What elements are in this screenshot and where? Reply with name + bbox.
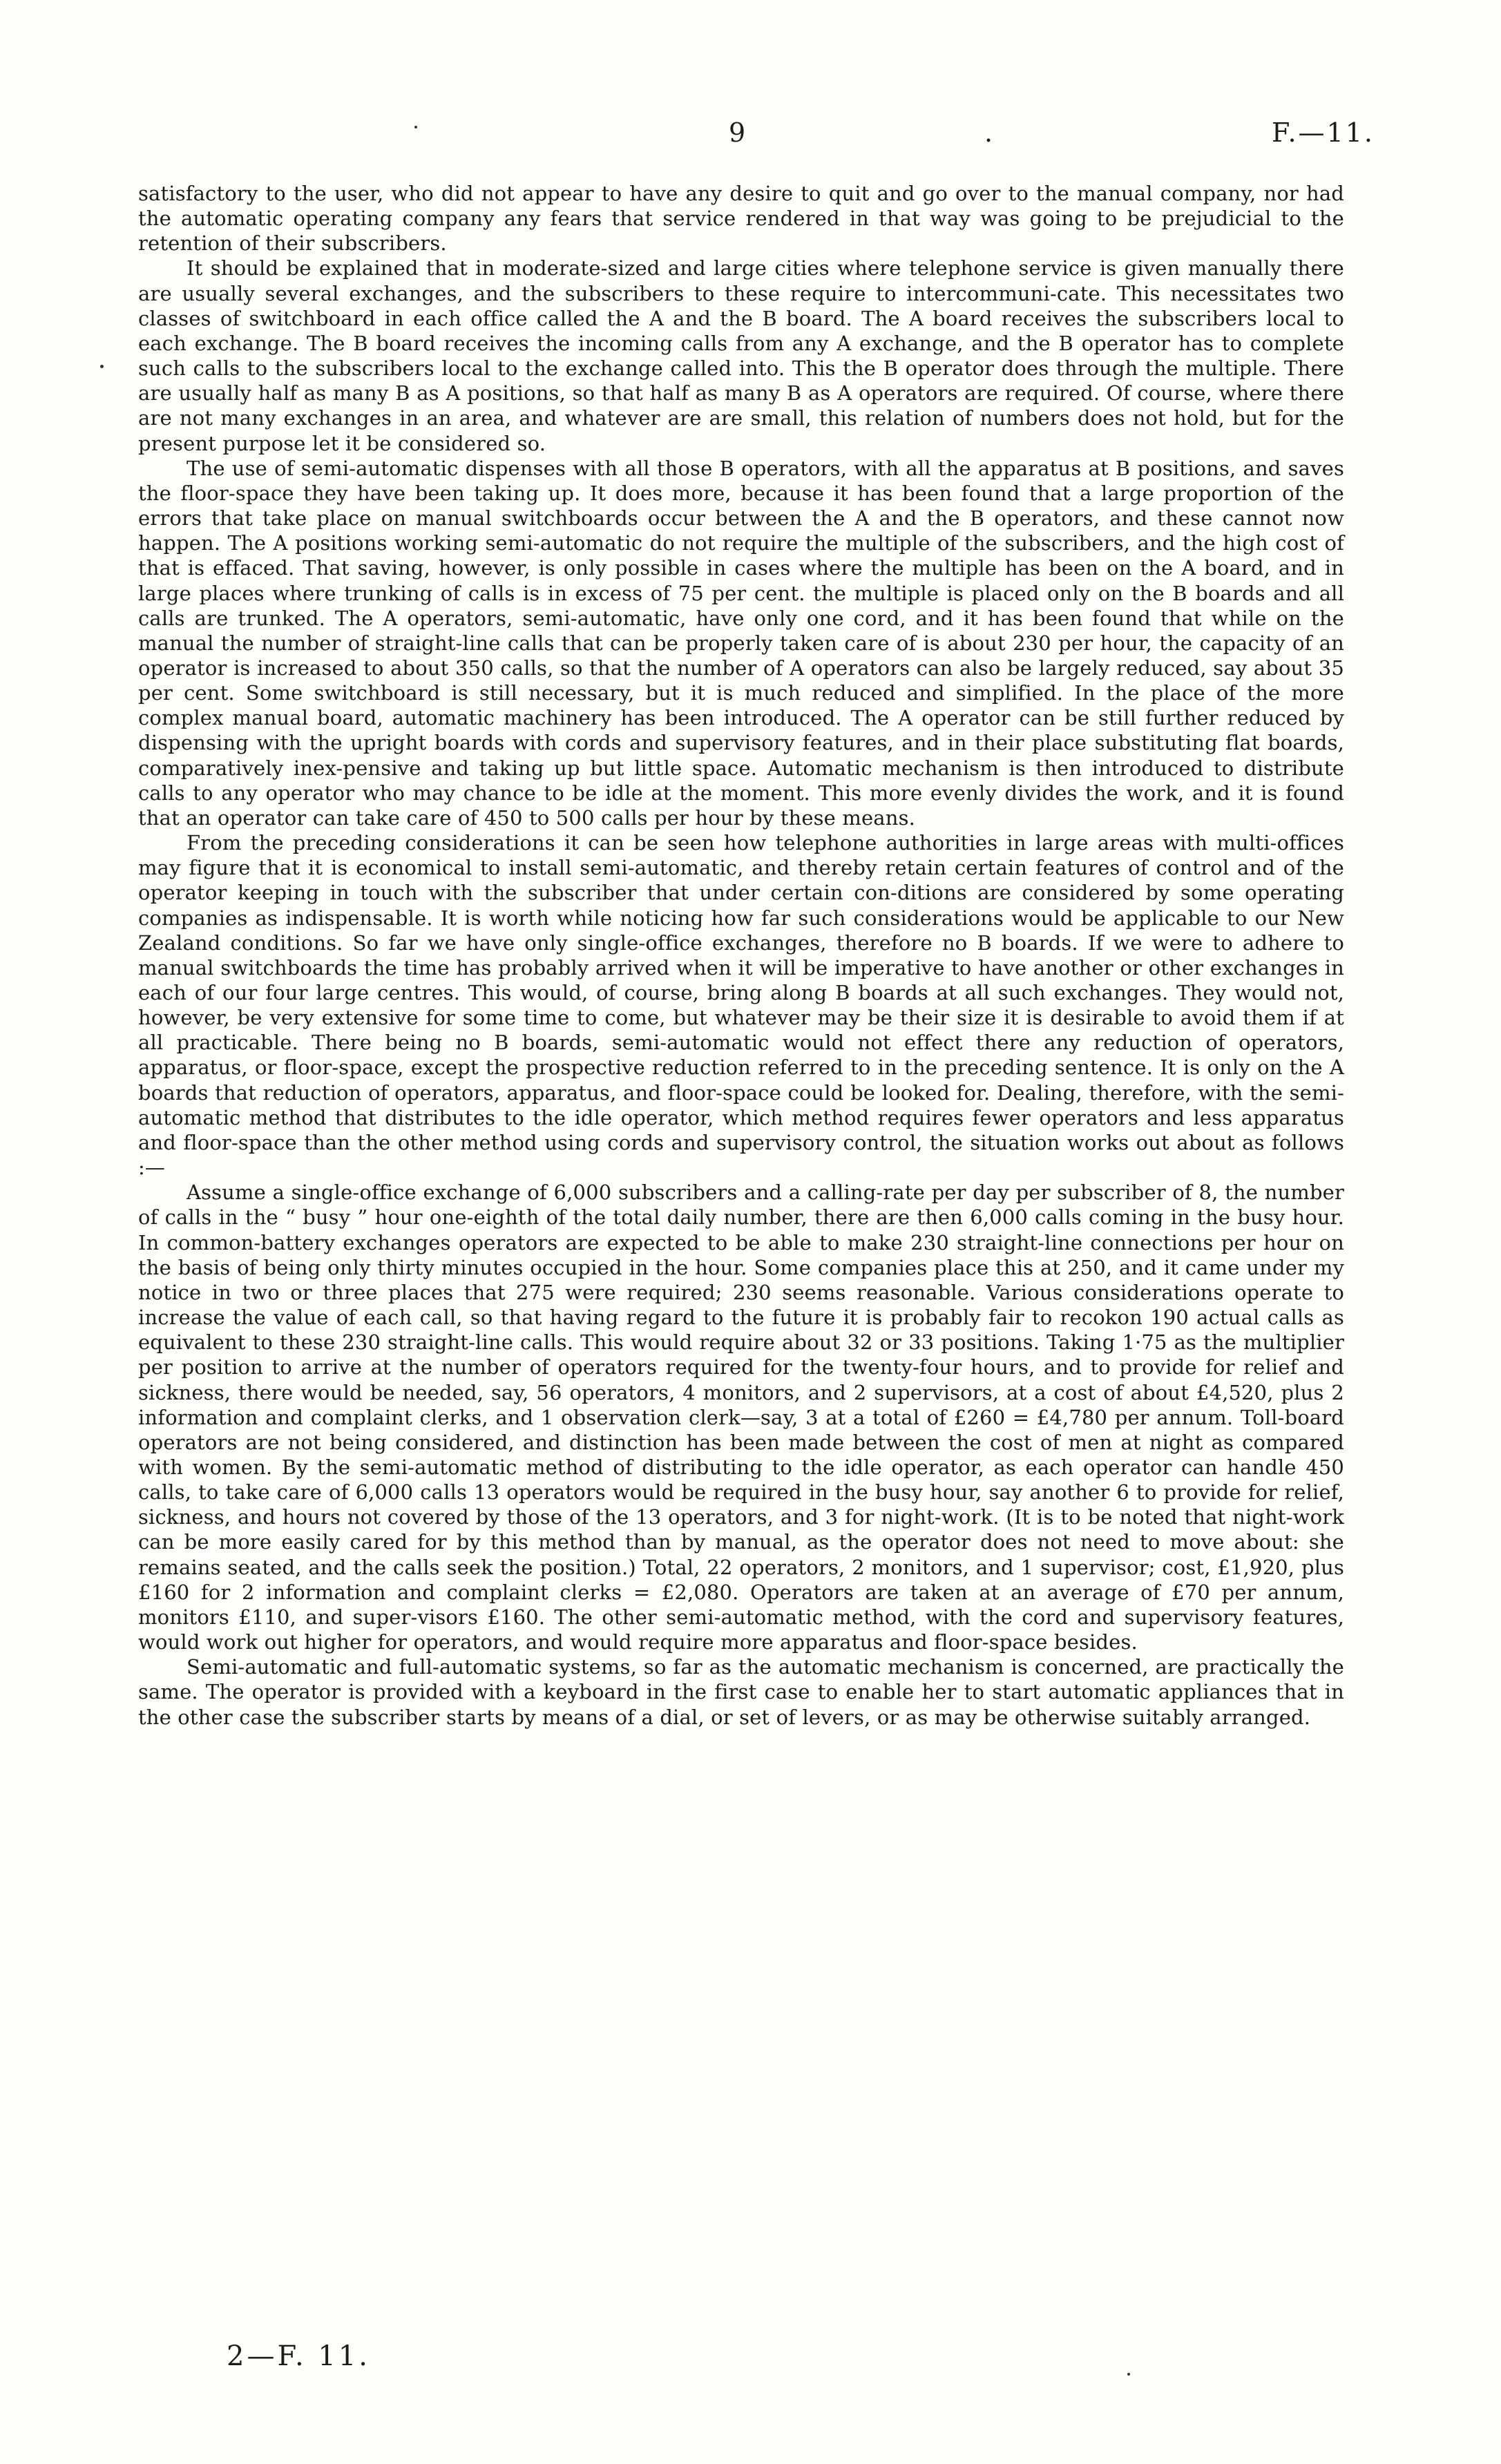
page-header: [138, 117, 1375, 159]
scan-speck: [100, 365, 104, 368]
scan-speck: [414, 126, 417, 128]
page-number: 9: [729, 117, 747, 148]
scan-speck: [1127, 2373, 1130, 2376]
paragraph-assumption: Assume a single-office exchange of 6,000 subscribers and a calling-rate per day per subscriber of 8, the number of calls in the “ busy ” hour one-eighth of the total daily number, there are then 6,000 calls coming in the busy hour. In common-battery exchanges operators are expected to be able to make 230 straight-line connections per hour on the basis of being only thirty minutes occupied in the hour. Some companies place this at 250, and it came under my notice in two or three places that 275 were required; 230 seems reasonable. Various considerations operate to increase the value of each call, so that having regard to the future it is probably fair to recokon 190 actual calls as equivalent to these 230 straight-line calls. This would require about 32 or 33 positions. Taking 1·75 as the multiplier per position to arrive at the number of operators required for the twenty-four hours, and to provide for relief and sickness, there would be needed, say, 56 operators, 4 monitors, and 2 supervisors, at a cost of about £4,520, plus 2 information and complaint clerks, and 1 observation clerk—say, 3 at a total of £260 = £4,780 per annum. Toll-board operators are not being considered, and distinction has been made between the cost of men at night as compared with women. By the semi-automatic method of distributing to the idle operator, as each operator can handle 450 calls, to take care of 6,000 calls 13 operators would be required in the busy hour, say another 6 to provide for relief, sickness, and hours not covered by those of the 13 operators, and 3 for night-work. (It is to be noted that night-work can be more easily cared for by this method than by manual, as the operator does not need to move about: she remains seated, and the calls seek the position.) Total, 22 operators, 2 monitors, and 1 supervisor; cost, £1,920, plus £160 for 2 information and complaint clerks = £2,080. Operators are taken at an average of £70 per annum, monitors £110, and super-visors £160. The other semi-automatic method, with the cord and supervisory features, would work out higher for operators, and would require more apparatus and floor-space besides.: [138, 1181, 1344, 1654]
paragraph-continuation: satisfactory to the user, who did not appear to have any desire to quit and go over to the manual company, nor had the automatic operating company any fears that service rendered in that way was going to be prejudicial to the retention of their subscribers.: [138, 182, 1344, 256]
document-reference: F.—11.: [1272, 117, 1375, 148]
paragraph-considerations: From the preceding considerations it can be seen how telephone authorities in large areas with multi-offices may figure that it is economical to install semi-automatic, and thereby retain certain features of control and of the operator keeping in touch with the subscriber that under certain con-ditions are considered by some operating companies as indispensable. It is worth while noticing how far such considerations would be applicable to our New Zealand conditions. So far we have only single-office exchanges, therefore no B boards. If we were to adhere to manual switchboards the time has probably arrived when it will be imperative to have another or other exchanges in each of our four large centres. This would, of course, bring along B boards at all such exchanges. They would not, however, be very extensive for some time to come, but whatever may be their size it is desirable to avoid them if at all practicable. There being no B boards, semi-automatic would not effect there any reduction of operators, apparatus, or floor-space, except the prospective reduction referred to in the preceding sentence. It is only on the A boards that reduction of operators, apparatus, and floor-space could be looked for. Dealing, therefore, with the semi-automatic method that distributes to the idle operator, which method requires fewer operators and less apparatus and floor-space than the other method using cords and supervisory control, the situation works out about as follows :—: [138, 831, 1344, 1180]
paragraph-full-automatic: Semi-automatic and full-automatic systems, so far as the automatic mechanism is concerned, are practically the same. The operator is provided with a keyboard in the first case to enable her to start automatic appliances that in the other case the subscriber starts by means of a dial, or set of levers, or as may be otherwise suitably arranged.: [138, 1655, 1344, 1729]
paragraph-semi-automatic-use: The use of semi-automatic dispenses with all those B operators, with all the apparatus at B positions, and saves the floor-space they have been taking up. It does more, because it has been found that a large proportion of the errors that take place on manual switchboards occur between the A and the B operators, and these cannot now happen. The A positions working semi-automatic do not require the multiple of the subscribers, and the high cost of that is effaced. That saving, however, is only possible in cases where the multiple has been on the A board, and in large places where trunking of calls is in excess of 75 per cent. the multiple is placed only on the B boards and all calls are trunked. The A operators, semi-automatic, have only one cord, and it has been found that while on the manual the number of straight-line calls that can be properly taken care of is about 230 per hour, the capacity of an operator is increased to about 350 calls, so that the number of A operators can also be largely reduced, say about 35 per cent. Some switchboard is still necessary, but it is much reduced and simplified. In the place of the more complex manual board, automatic machinery has been introduced. The A operator can be still further reduced by dispensing with the upright boards with cords and supervisory features, and in their place substituting flat boards, comparatively inex-pensive and taking up but little space. Automatic mechanism is then introduced to distribute calls to any operator who may chance to be idle at the moment. This more evenly divides the work, and it is found that an operator can take care of 450 to 500 calls per hour by these means.: [138, 456, 1344, 830]
paragraph-exchanges: It should be explained that in moderate-sized and large cities where telephone service is given manually there are usually several exchanges, and the subscribers to these require to intercommuni-cate. This necessitates two classes of switchboard in each office called the A and the B board. The A board receives the subscribers local to each exchange. The B board receives the incoming calls from any A exchange, and the B operator has to complete such calls to the subscribers local to the exchange called into. This the B operator does through the multiple. There are usually half as many B as A positions, so that half as many B as A operators are required. Of course, where there are not many exchanges in an area, and whatever are are small, this relation of numbers does not hold, but for the present purpose let it be considered so.: [138, 256, 1344, 455]
signature-mark: 2—F. 11.: [227, 2340, 371, 2372]
body-text: [138, 181, 1344, 1730]
header-dot: .: [984, 117, 993, 148]
